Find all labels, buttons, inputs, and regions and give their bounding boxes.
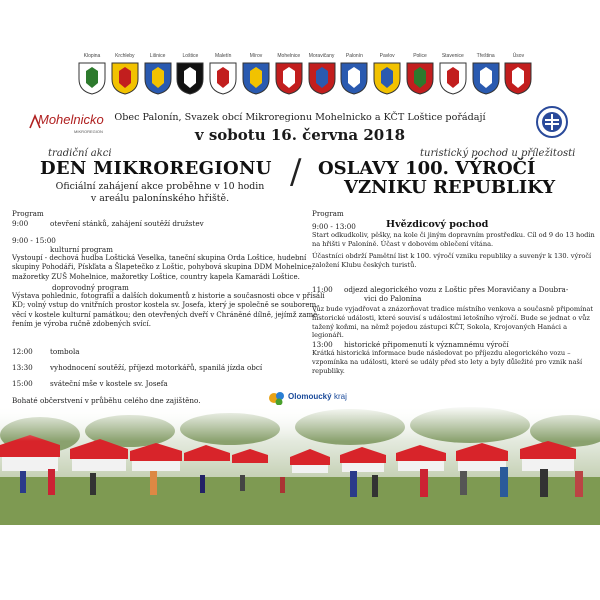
- crest-name: Lišnice: [149, 53, 166, 59]
- festival-photo: [0, 405, 600, 525]
- block3-title: historické připomenutí k významnému výročí: [344, 340, 509, 349]
- block3-text: [312, 349, 582, 375]
- left-row-time: 13:30: [12, 363, 33, 372]
- crest-name: Pavlov: [379, 53, 395, 59]
- right-kicker: turistický pochod u příležitosti: [420, 148, 576, 159]
- heading-divider: /: [290, 152, 302, 192]
- left-title: DEN MIKROREGIONU: [40, 158, 272, 179]
- block2-text: [312, 305, 600, 340]
- block3-time: 13:00: [312, 340, 333, 349]
- crest-shield-icon: [77, 61, 107, 95]
- block3-line: republiky.: [312, 366, 345, 375]
- crest-shield-icon: [503, 61, 533, 95]
- crest-stavenice: [435, 52, 471, 112]
- left-row-text: sváteční mše v kostele sv. Josefa: [50, 379, 168, 388]
- kulturni-label: kulturní program: [50, 245, 113, 254]
- crest-name: Police: [413, 53, 427, 59]
- crest-shield-icon: [208, 61, 238, 95]
- left-subtitle-2: v areálu palonínského hřiště.: [90, 193, 230, 204]
- block1-line: Start odkudkoliv, pěšky, na kole či jiným dopravním prostředku. Cíl od 9 do 13 hodin: [312, 231, 595, 239]
- block1-text: [312, 231, 595, 249]
- crest-palonín: [336, 52, 372, 112]
- block2-line: historické události, které souvisí s událostmi letošního výročí. Bude se jednat o vůz: [312, 313, 590, 322]
- crest-name: Stavenice: [441, 53, 464, 59]
- left-kicker: tradiční akci: [48, 148, 112, 159]
- doprovodny-line: řením je výroba ručně zdobených svící.: [12, 320, 151, 329]
- crest-shield-icon: [405, 61, 435, 95]
- doprovodny-line: věcí v kostele kulturní památkou; den otevřených dveří v Chráněné dílně, jejímž zamě-: [12, 310, 320, 319]
- crest-shield-icon: [471, 61, 501, 95]
- crest-shield-icon: [110, 61, 140, 95]
- mohelnicko-logo-sub: MIKROREGION: [74, 129, 103, 134]
- crest-krchleby: [107, 52, 143, 112]
- block1-line-2: založení Klubu českých turistů.: [312, 260, 417, 269]
- right-program-label: Program: [312, 209, 344, 218]
- doprovodny-text: [12, 292, 325, 330]
- crest-name: Maletín: [214, 53, 232, 59]
- kulturni-line: skupiny Pohodáři, Pískľata a Šlapetečko z Loštic, pohybová skupina DDM Mohelnice,: [12, 263, 314, 272]
- crest-třeština: [468, 52, 504, 112]
- crest-úsov: [500, 52, 536, 112]
- left-subtitle-1: Oficiální zahájení akce proběhne v 10 hodin: [55, 181, 265, 192]
- crest-mohelnice: [271, 52, 307, 112]
- block1-time: 9:00 - 13:00: [312, 222, 356, 231]
- olomoucky-kraj-icon: [268, 390, 286, 406]
- crest-name: Klopina: [83, 53, 101, 59]
- left-footer: Bohaté občerstvení v průběhu celého dne zajištěno.: [12, 396, 201, 405]
- block1-title: Hvězdicový pochod: [386, 219, 489, 230]
- crest-name: Úsov: [512, 53, 525, 59]
- crest-name: Palonín: [345, 53, 363, 59]
- crest-name: Loštice: [182, 53, 199, 59]
- event-date: v sobotu 16. června 2018: [194, 126, 406, 144]
- crest-moravičany: [304, 52, 340, 112]
- kulturni-line: Vystoupí - dechová hudba Loštická Veselka, taneční skupina Orda Loštice, hudební: [12, 254, 307, 262]
- doprovodny-label: doprovodný program: [52, 283, 129, 292]
- crest-shield-icon: [175, 61, 205, 95]
- crest-shield-icon: [143, 61, 173, 95]
- block2-title-1: odjezd alegorického vozu z Loštic přes Moravičany a Doubra-: [344, 285, 569, 294]
- left-item-time: 9:00 - 15:00: [12, 236, 56, 245]
- left-item-time: 9:00: [12, 219, 29, 228]
- crest-shield-icon: [241, 61, 271, 95]
- crest-mírov: [238, 52, 274, 112]
- block1-line-2: Účastníci obdrží Pamětní list k 100. výročí vzniku republiky a suvenýr k 130. výročí: [312, 252, 592, 260]
- crest-name: Třeština: [476, 53, 495, 59]
- left-row-text: tombola: [50, 347, 80, 356]
- crest-shield-icon: [307, 61, 337, 95]
- crest-name: Krchleby: [115, 53, 135, 59]
- crest-loštice: [172, 52, 208, 112]
- crest-name: Moravičany: [308, 53, 335, 59]
- doprovodny-line: Výstava pohlednic, fotografií a dalších dokumentů z historie a současnosti obce v přísálí: [12, 292, 325, 300]
- block2-line: Vůz bude vyjadřovat a znázorňovat tradice místního venkova a současně připomínat: [312, 305, 594, 313]
- left-row-time: 15:00: [12, 379, 33, 388]
- left-program-label: Program: [12, 209, 44, 218]
- left-item-text: otevření stánků, zahájení soutěží družstev: [50, 219, 204, 228]
- block2-line: tažený koňmi, na němž pojedou zástupci KČT, Sokola, Krojovaných Hanáci a legionáři.: [312, 322, 568, 340]
- crest-shield-icon: [274, 61, 304, 95]
- block1-line: na hřišti v Paloníně. Účast v dobovém oblečení vítána.: [312, 239, 494, 248]
- mohelnicko-logo-text: Mohelnicko: [38, 112, 104, 127]
- block3-line: Krátká historická informace bude následovat po příjezdu alegorického vozu –: [312, 349, 571, 357]
- crest-pavlov: [369, 52, 405, 112]
- crest-shield-icon: [339, 61, 369, 95]
- crest-name: Mírov: [249, 53, 263, 59]
- kulturni-line: mažoretky ZUŠ Mohelnice, mažoretky Loštice, country kapela Kamarádi Loštice.: [12, 272, 300, 281]
- kulturni-text: [12, 254, 314, 282]
- block2-title-2: vici do Palonína: [364, 294, 422, 303]
- crest-lišnice: [140, 52, 176, 112]
- olomoucky-text: Olomoucký: [288, 392, 332, 401]
- kraj-text: kraj: [334, 392, 347, 401]
- block3-line: vzpomínka na události, které se udály před sto lety a byly důležité pro vznik naší: [312, 357, 583, 366]
- crest-klopina: [74, 52, 110, 112]
- crest-name: Mohelnice: [277, 53, 301, 59]
- organizers-line: Obec Palonín, Svazek obcí Mikroregionu Mohelnicko a KČT Loštice pořádají: [114, 112, 486, 123]
- crest-shield-icon: [372, 61, 402, 95]
- right-title-1: OSLAVY 100. VÝROČÍ: [318, 158, 536, 179]
- municipal-crests-row: [74, 52, 534, 112]
- crest-shield-icon: [438, 61, 468, 95]
- right-title-2: VZNIKU REPUBLIKY: [344, 177, 556, 198]
- crest-maletín: [205, 52, 241, 112]
- left-row-text: vyhodnocení soutěží, příjezd motorkářů, spanilá jízda obcí: [50, 363, 263, 372]
- left-row-time: 12:00: [12, 347, 33, 356]
- crest-police: [402, 52, 438, 112]
- block1-text-2: [312, 252, 591, 270]
- doprovodny-line: KD; volný vstup do vnitřních prostor kostela sv. Josefa, který je společně se souborem: [12, 301, 317, 310]
- block2-time: 11:00: [312, 285, 333, 294]
